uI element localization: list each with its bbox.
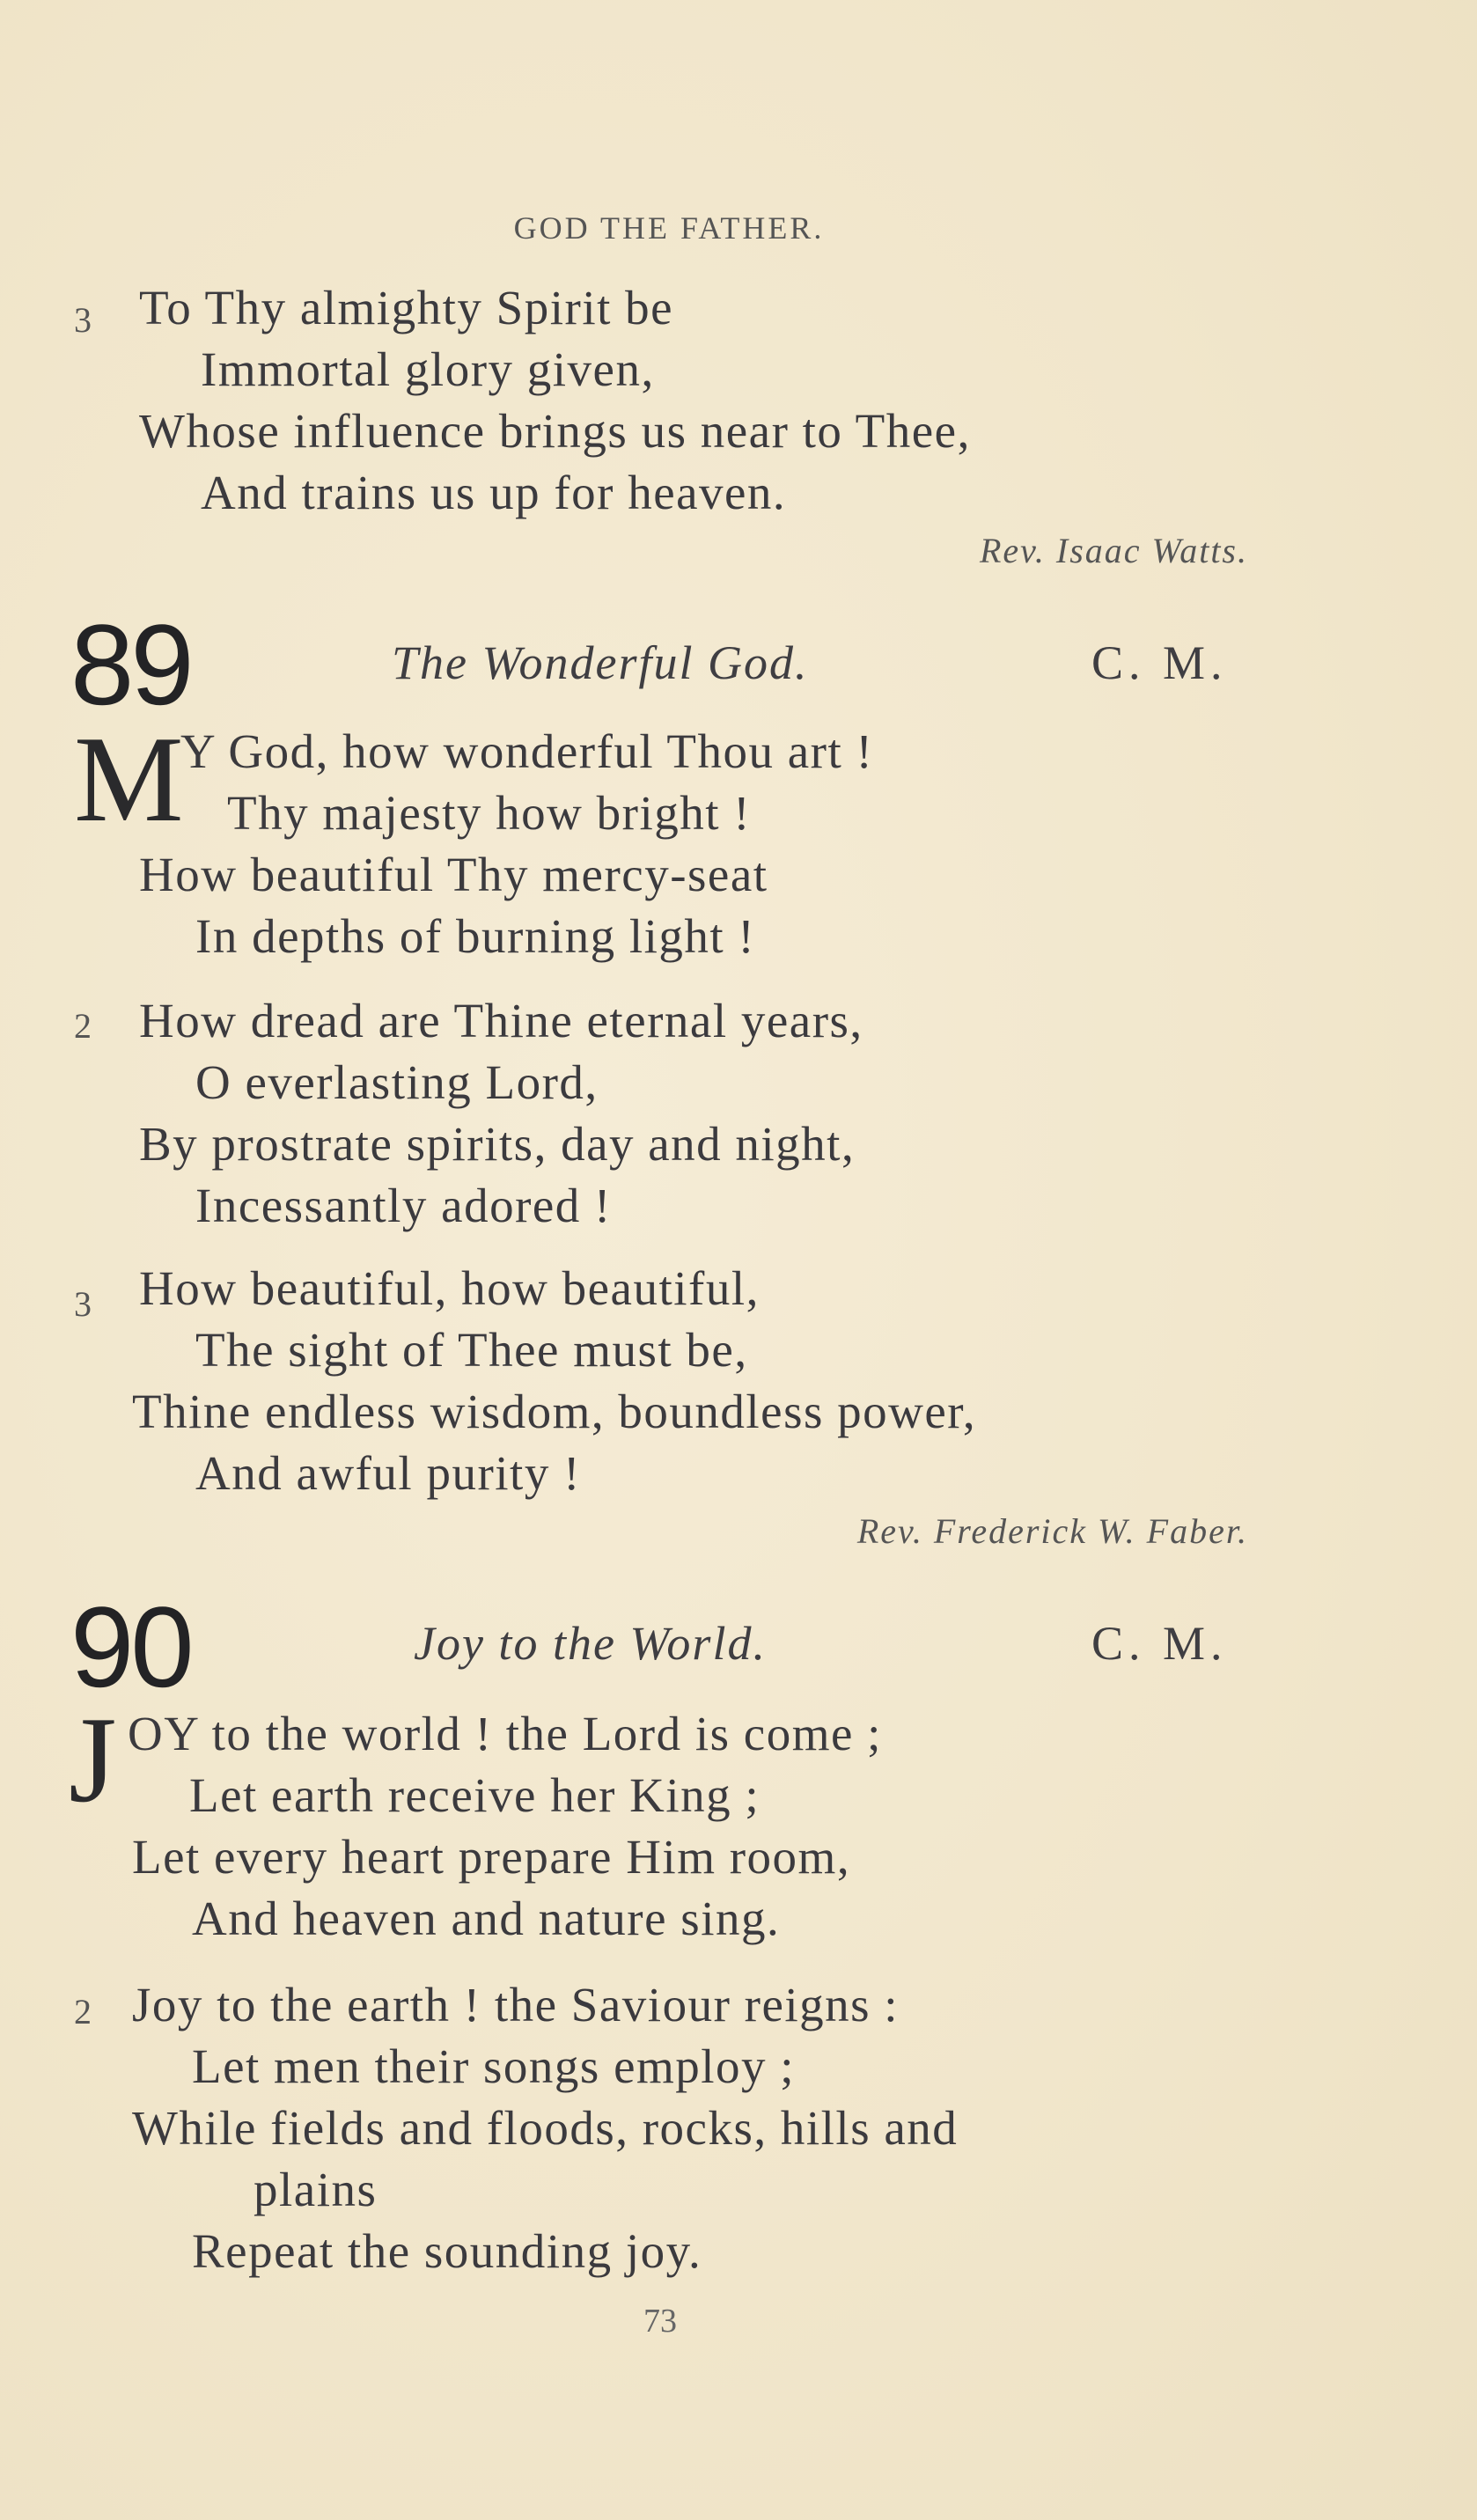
verse-line: How beautiful, how beautiful, xyxy=(139,1261,760,1315)
verse-line: Incessantly adored ! xyxy=(195,1179,612,1232)
verse-line: Thine endless wisdom, boundless power, xyxy=(132,1385,977,1438)
verse-number: 3 xyxy=(74,300,92,340)
verse-line: How beautiful Thy mercy-seat xyxy=(139,848,768,901)
verse-line: Immortal glory given, xyxy=(201,342,655,396)
hymn-meter: C. M. xyxy=(1091,1617,1228,1670)
verse-line: Joy to the earth ! the Saviour reigns : xyxy=(132,1978,900,2031)
hymn-author: Rev. Isaac Watts. xyxy=(979,531,1248,570)
hymn-title: Joy to the World. xyxy=(414,1617,767,1670)
hymn-title: The Wonderful God. xyxy=(392,636,809,689)
hymn-meter: C. M. xyxy=(1091,636,1228,689)
hymn-number: 90 xyxy=(70,1583,191,1711)
verse-line: Whose influence brings us near to Thee, xyxy=(139,404,971,458)
verse-line: To Thy almighty Spirit be xyxy=(139,281,674,334)
verse-line: Repeat the sounding joy. xyxy=(192,2224,702,2278)
verse-line: Let earth receive her King ; xyxy=(189,1768,761,1822)
verse-number: 3 xyxy=(74,1284,92,1324)
verse-line: Y God, how wonderful Thou art ! xyxy=(180,724,874,778)
verse-line: Let men their songs employ ; xyxy=(192,2039,796,2093)
verse-line: OY to the world ! the Lord is come ; xyxy=(128,1707,882,1760)
verse-number: 2 xyxy=(74,1992,92,2031)
verse-line: Thy majesty how bright ! xyxy=(227,786,752,840)
drop-cap: J xyxy=(69,1692,117,1828)
verse-line: In depths of burning light ! xyxy=(195,909,756,963)
page-number: 73 xyxy=(643,2303,677,2340)
verse-line: And trains us up for heaven. xyxy=(201,466,787,519)
verse-line: How dread are Thine eternal years, xyxy=(139,994,863,1047)
verse-line: By prostrate spirits, day and night, xyxy=(139,1117,856,1171)
verse-line: Let every heart prepare Him room, xyxy=(132,1830,851,1884)
verse-line: plains xyxy=(254,2163,378,2216)
verse-number: 2 xyxy=(74,1006,92,1046)
drop-cap: M xyxy=(74,711,184,848)
verse-line: While fields and floods, rocks, hills and xyxy=(132,2101,959,2155)
verse-line: O everlasting Lord, xyxy=(195,1055,599,1109)
hymn-author: Rev. Frederick W. Faber. xyxy=(856,1511,1248,1551)
verse-line: And heaven and nature sing. xyxy=(192,1892,781,1945)
running-head: GOD THE FATHER. xyxy=(513,210,825,246)
hymn-number: 89 xyxy=(70,600,191,729)
verse-line: The sight of Thee must be, xyxy=(195,1323,748,1377)
verse-line: And awful purity ! xyxy=(195,1446,581,1500)
